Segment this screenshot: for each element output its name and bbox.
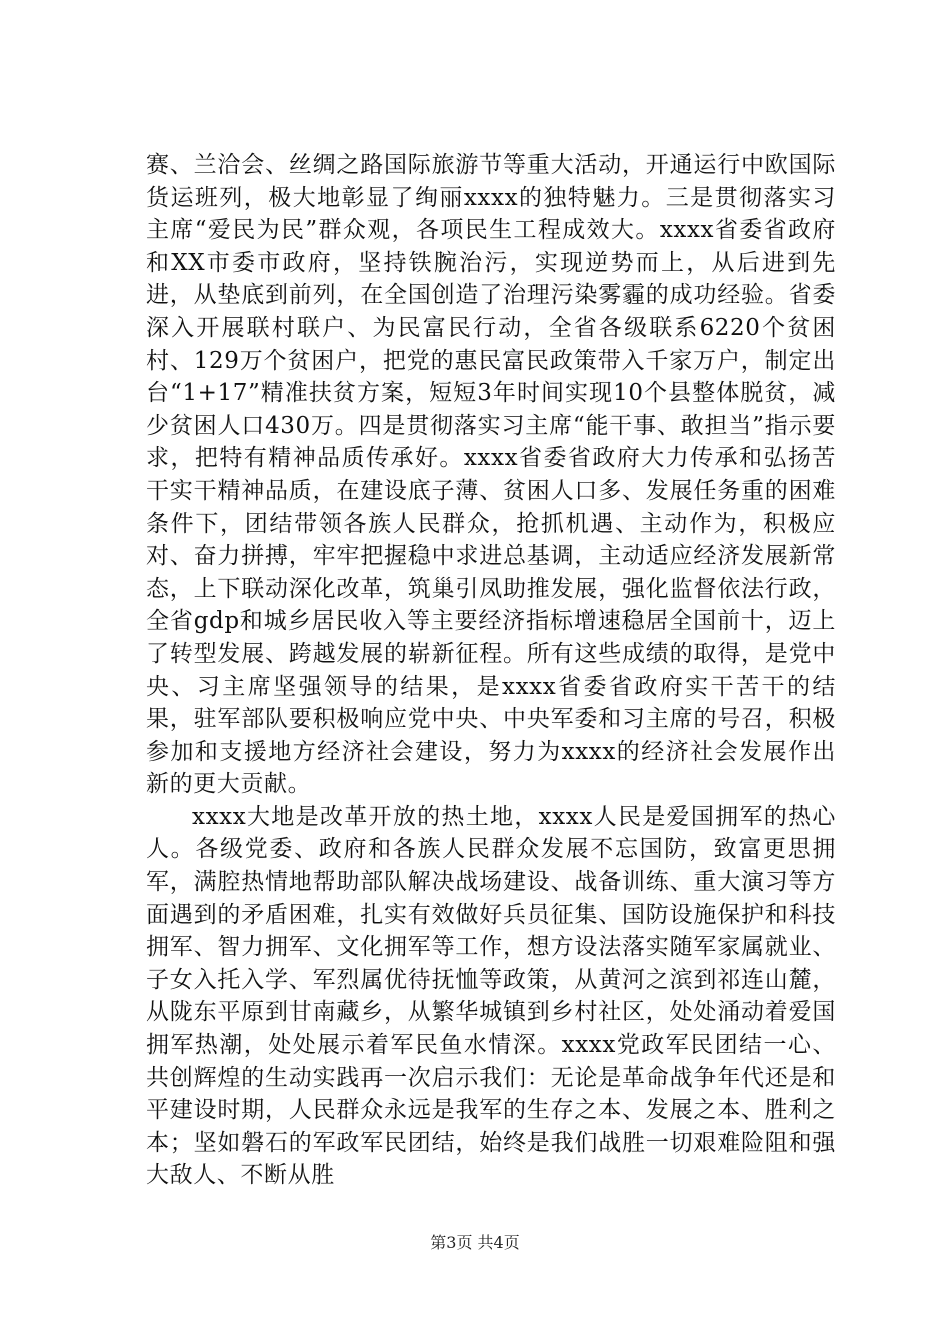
page-number-label: 第3页 共4页: [430, 1233, 520, 1252]
document-body: [146, 149, 836, 1192]
page-footer: [0, 1231, 950, 1255]
paragraph-2: xxxx大地是改革开放的热土地，xxxx人民是爱国拥军的热心人。各级党委、政府和各族人民群众发展不忘国防，致富更思拥军，满腔热情地帮助部队解决战场建设、战备训练、重大演习等方面遇到的矛盾困难，扎实有效做好兵员征集、国防设施保护和科技拥军、智力拥军、文化拥军等工作，想方设法落实随军家属就业、子女入托入学、军烈属优待抚恤等政策，从黄河之滨到祁连山麓，从陇东平原到甘南藏乡，从繁华城镇到乡村社区，处处涌动着爱国拥军热潮，处处展示着军民鱼水情深。xxxx党政军民团结一心、共创辉煌的生动实践再一次启示我们：无论是革命战争年代还是和平建设时期，人民群众永远是我军的生存之本、发展之本、胜利之本；坚如磐石的军政军民团结，始终是我们战胜一切艰难险阻和强大敌人、不断从胜: [146, 803, 836, 1189]
paragraph-1: 赛、兰洽会、丝绸之路国际旅游节等重大活动，开通运行中欧国际货运班列，极大地彰显了绚丽xxxx的独特魅力。三是贯彻落实习主席“爱民为民”群众观，各项民生工程成效大。xxxx省委省政府和XX市委市政府，坚持铁腕治污，实现逆势而上，从后进到先进，从垫底到前列，在全国创造了治理污染雾霾的成功经验。省委深入开展联村联户、为民富民行动，全省各级联系6220个贫困村、129万个贫困户，把党的惠民富民政策带入千家万户，制定出台“1+17”精准扶贫方案，短短3年时间实现10个县整体脱贫，减少贫困人口430万。四是贯彻落实习主席“能干事、敢担当”指示要求，把特有精神品质传承好。xxxx省委省政府大力传承和弘扬苦干实干精神品质，在建设底子薄、贫困人口多、发展任务重的困难条件下，团结带领各族人民群众，抢抓机遇、主动作为，积极应对、奋力拼搏，牢牢把握稳中求进总基调，主动适应经济发展新常态，上下联动深化改革，筑巢引凤助推发展，强化监督依法行政，全省gdp和城乡居民收入等主要经济指标增速稳居全国前十，迈上了转型发展、跨越发展的崭新征程。所有这些成绩的取得，是党中央、习主席坚强领导的结果，是xxxx省委省政府实干苦干的结果，驻军部队要积极响应党中央、中央军委和习主席的号召，积极参加和支援地方经济社会建设，努力为xxxx的经济社会发展作出新的更大贡献。: [146, 152, 836, 798]
